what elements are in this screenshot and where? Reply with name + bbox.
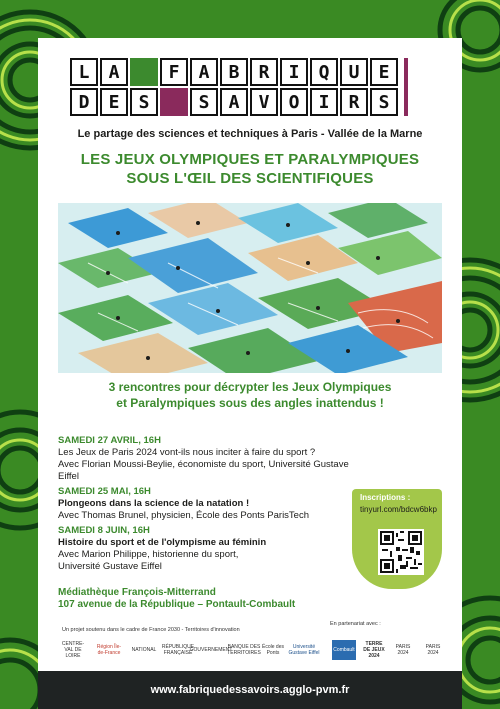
events-list <box>58 432 358 573</box>
logo-letter: R <box>250 58 278 86</box>
subtitle-line-2: et Paralympiques sous des angles inattendus ! <box>116 396 384 410</box>
logo-letter: E <box>370 58 398 86</box>
logo-letter: A <box>220 88 248 116</box>
tagline: Le partage des sciences et techniques à Paris - Vallée de la Marne <box>77 128 423 140</box>
logo-letter: B <box>220 58 248 86</box>
logo-letter: A <box>100 58 128 86</box>
logo-letter: S <box>130 88 158 116</box>
event-date: SAMEDI 27 AVRIL, 16H <box>58 435 161 446</box>
event-date: SAMEDI 25 MAI, 16H <box>58 486 151 497</box>
event-item <box>58 435 358 483</box>
sponsor-logo: BANQUE DES TERRITOIRES <box>227 644 261 656</box>
venue <box>58 587 295 611</box>
venue-address: 107 avenue de la République – Pontault-Combault <box>58 599 296 610</box>
logo-letter: I <box>310 88 338 116</box>
subtitle-line-1: 3 rencontres pour décrypter les Jeux Olympiques <box>108 380 392 394</box>
fabrique-des-savoirs-logo <box>70 58 430 120</box>
title-line-1: LES JEUX OLYMPIQUES ET PARALYMPIQUES <box>80 151 420 168</box>
title-line-2: SOUS L'ŒIL DES SCIENTIFIQUES <box>126 170 374 187</box>
sponsor-logo: Région Île-de-France <box>96 644 122 656</box>
sponsor-logo: Université Gustave Eiffel <box>288 644 320 656</box>
event-speaker: Avec Florian Moussi-Beylie, économiste du sport, Université Gustave Eiffel <box>58 459 349 482</box>
sponsor-logo: Combault <box>332 640 356 660</box>
logo-color-block <box>160 88 188 116</box>
venue-name: Médiathèque François-Mitterrand <box>58 587 216 598</box>
sponsor-logo: CENTRE-VAL DE LOIRE <box>61 641 85 659</box>
event-speaker: Avec Thomas Brunel, physicien, École des Ponts ParisTech <box>58 510 309 521</box>
sports-illustration <box>58 203 442 373</box>
event-speaker-affiliation: Université Gustave Eiffel <box>58 561 162 572</box>
event-topic: Histoire du sport et de l'olympisme au féminin <box>58 537 267 548</box>
partner-text: En partenariat avec : <box>330 621 381 627</box>
logo-letter: V <box>250 88 278 116</box>
footer-bar <box>38 671 462 709</box>
sponsor-logo: PARIS 2024 <box>395 644 411 656</box>
logo-letter: F <box>160 58 188 86</box>
sponsor-logos <box>58 636 450 664</box>
event-topic: Les Jeux de Paris 2024 vont-ils nous inciter à faire du sport ? <box>58 447 316 458</box>
registration-panel <box>352 489 442 589</box>
logo-letter: O <box>280 88 308 116</box>
poster-title <box>38 150 462 188</box>
event-item <box>58 486 358 522</box>
sponsor-logo: PARIS 2024 <box>425 644 441 656</box>
sponsor-logo: GOUVERNEMENT <box>189 647 233 653</box>
logo-letter: Q <box>310 58 338 86</box>
logo-letter: E <box>100 88 128 116</box>
sponsor-logo: École des Ponts <box>262 644 284 656</box>
poster-subtitle <box>38 379 462 411</box>
qr-code-icon[interactable] <box>378 529 424 575</box>
logo-color-block <box>130 58 158 86</box>
sponsor-logo: NATIONAL <box>131 647 157 653</box>
sponsor-logo: RÉPUBLIQUE FRANÇAISE <box>161 644 195 656</box>
logo-letter: S <box>190 88 218 116</box>
logo-letter: U <box>340 58 368 86</box>
sponsor-logo: TERRE DE JEUX 2024 <box>363 641 385 659</box>
event-item <box>58 525 358 573</box>
logo-letter: D <box>70 88 98 116</box>
logo-letter: S <box>370 88 398 116</box>
event-date: SAMEDI 8 JUIN, 16H <box>58 525 150 536</box>
logo-accent-bar <box>404 58 408 116</box>
logo-letter: L <box>70 58 98 86</box>
logo-letter: R <box>340 88 368 116</box>
registration-url[interactable]: tinyurl.com/bdcw6bkp <box>360 505 437 514</box>
registration-label: Inscriptions : <box>360 493 411 502</box>
support-text: Un projet soutenu dans le cadre de France 2030 - Territoires d'innovation <box>62 627 240 633</box>
logo-letter: A <box>190 58 218 86</box>
event-speaker: Avec Marion Philippe, historienne du sport, <box>58 549 239 560</box>
logo-letter: I <box>280 58 308 86</box>
footer-url[interactable]: www.fabriquedessavoirs.agglo-pvm.fr <box>150 684 350 696</box>
event-topic: Plongeons dans la science de la natation ! <box>58 498 250 509</box>
